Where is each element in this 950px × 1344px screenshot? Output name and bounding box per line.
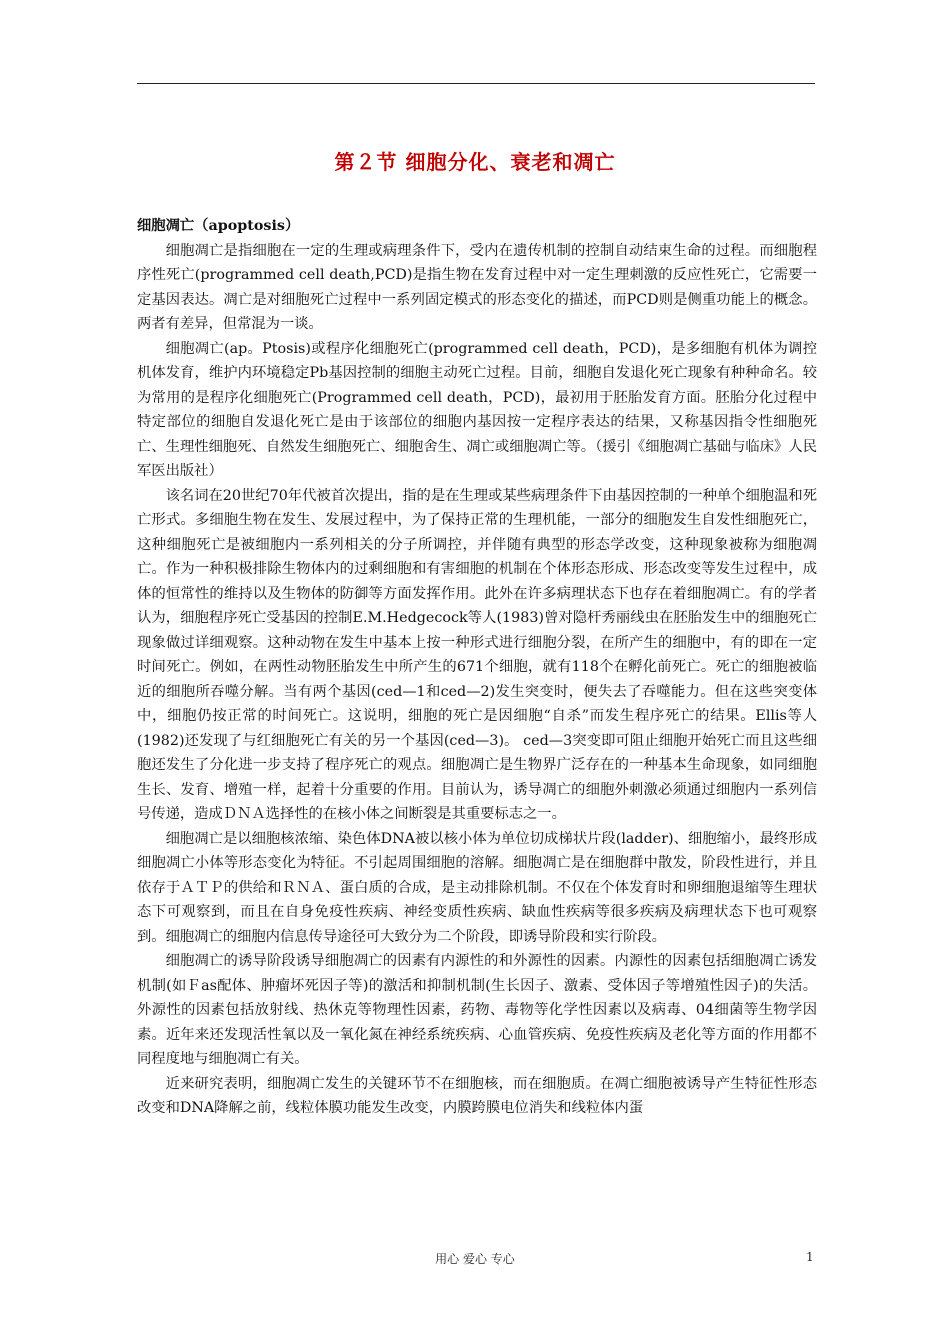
paragraph-2: 细胞凋亡(ap。Ptosis)或程序化细胞死亡(programmed cell death，PCD)，是多细胞有机体为调控机体发育，维护内环境稳定Pb基因控制的细胞主动死亡过程。目前，细胞自发退化死亡现象有种种命名。较为常用的是程序化细胞死亡(Programmed cell death，PCD)，最初用于胚胎发育方面。胚胎分化过程中特定部位的细胞自发退化死亡是由于该部位的细胞内基因按一定程序表达的结果，又称基因指令性细胞死亡、生理性细胞死、自然发生细胞死亡、细胞舍生、凋亡或细胞凋亡等。（援引《细胞凋亡基础与临床》人民军医出版社）: [137, 340, 817, 479]
header-rule: [137, 83, 815, 84]
document-body: [137, 214, 817, 1121]
paragraph-1: 细胞凋亡是指细胞在一定的生理或病理条件下，受内在遗传机制的控制自动结束生命的过程。而细胞程序性死亡(programmed cell death,PCD)是指生物在发育过程中对一定生理刺激的反应性死亡，它需要一定基因表达。凋亡是对细胞死亡过程中一系列固定模式的形态变化的描述，而PCD则是侧重功能上的概念。两者有差异，但常混为一谈。: [137, 242, 817, 332]
paragraph-6: 近来研究表明，细胞凋亡发生的关键环节不在细胞核，而在细胞质。在凋亡细胞被诱导产生特征性形态改变和DNA降解之前，线粒体膜功能发生改变，内膜跨膜电位消失和线粒体内蛋: [137, 1075, 817, 1116]
paragraph-4: 细胞凋亡是以细胞核浓缩、染色体DNA被以核小体为单位切成梯状片段(ladder)、细胞缩小，最终形成细胞凋亡小体等形态变化为特征。不引起周围细胞的溶解。细胞凋亡是在细胞群中散发，阶段性进行，并且依存于ＡＴＰ的供给和ＲＮＡ、蛋白质的合成，是主动排除机制。不仅在个体发育时和卵细胞退缩等生理状态下可观察到，而且在自身免疫性疾病、神经变质性疾病、缺血性疾病等很多疾病及病理状态下也可观察到。细胞凋亡的细胞内信息传导途径可大致分为二个阶段，即诱导阶段和实行阶段。: [137, 830, 817, 945]
page-number: 1: [806, 1250, 814, 1264]
section-heading: 细胞凋亡（apoptosis）: [137, 218, 300, 234]
paragraph-3: 该名词在20世纪70年代被首次提出，指的是在生理或某些病理条件下由基因控制的一种单个细胞温和死亡形式。多细胞生物在发生、发展过程中，为了保持正常的生理机能，一部分的细胞发生自发性细胞死亡，这种细胞死亡是被细胞内一系列相关的分子所调控，并伴随有典型的形态学改变，这种现象被称为细胞凋亡。作为一种积极排除生物体内的过剩细胞和有害细胞的机制在个体形态形成、形态改变等发生过程中，成体的恒常性的维持以及生物体的防御等方面发挥作用。此外在许多病理状态下也存在着细胞凋亡。有的学者认为，细胞程序死亡受基因的控制E.M.Hedgecock等人(1983)曾对隐杆秀丽线虫在胚胎发生中的细胞死亡现象做过详细观察。这种动物在发生中基本上按一种形式进行细胞分裂，在所产生的细胞中，有的即在一定时间死亡。例如，在两性动物胚胎发生中所产生的671个细胞，就有118个在孵化前死亡。死亡的细胞被临近的细胞所吞噬分解。当有两个基因(ced—1和ced—2)发生突变时，便失去了吞噬能力。但在这些突变体中，细胞仍按正常的时间死亡。这说明，细胞的死亡是因细胞“自杀”而发生程序死亡的结果。Ellis等人(1982)还发现了与红细胞死亡有关的另一个基因(ced—3)。 ced—3突变即可阻止细胞开始死亡而且这些细胞还发生了分化进一步支持了程序死亡的观点。细胞凋亡是生物界广泛存在的一种基本生命现象，如同细胞生长、发育、增殖一样，起着十分重要的作用。目前认为，诱导凋亡的细胞外刺激必须通过细胞内一系列信号传递，造成ＤＮＡ选择性的在核小体之间断裂是其重要标志之一。: [137, 487, 817, 822]
paragraph-5: 细胞凋亡的诱导阶段诱导细胞凋亡的因素有内源性的和外源性的因素。内源性的因素包括细胞凋亡诱发机制(如Ｆas配体、肿瘤坏死因子等)的激活和抑制机制(生长因子、激素、受体因子等增殖性因子)的失活。外源性的因素包括放射线、热休克等物理性因素，药物、毒物等化学性因素以及病毒、04细菌等生物学因素。近年来还发现活性氧以及一氧化氮在神经系统疾病、心血管疾病、免疫性疾病及老化等方面的作用都不同程度地与细胞凋亡有关。: [137, 953, 817, 1067]
footer-motto: 用心 爱心 专心: [435, 1252, 515, 1266]
page-title: 第２节 细胞分化、衰老和凋亡: [334, 150, 616, 174]
